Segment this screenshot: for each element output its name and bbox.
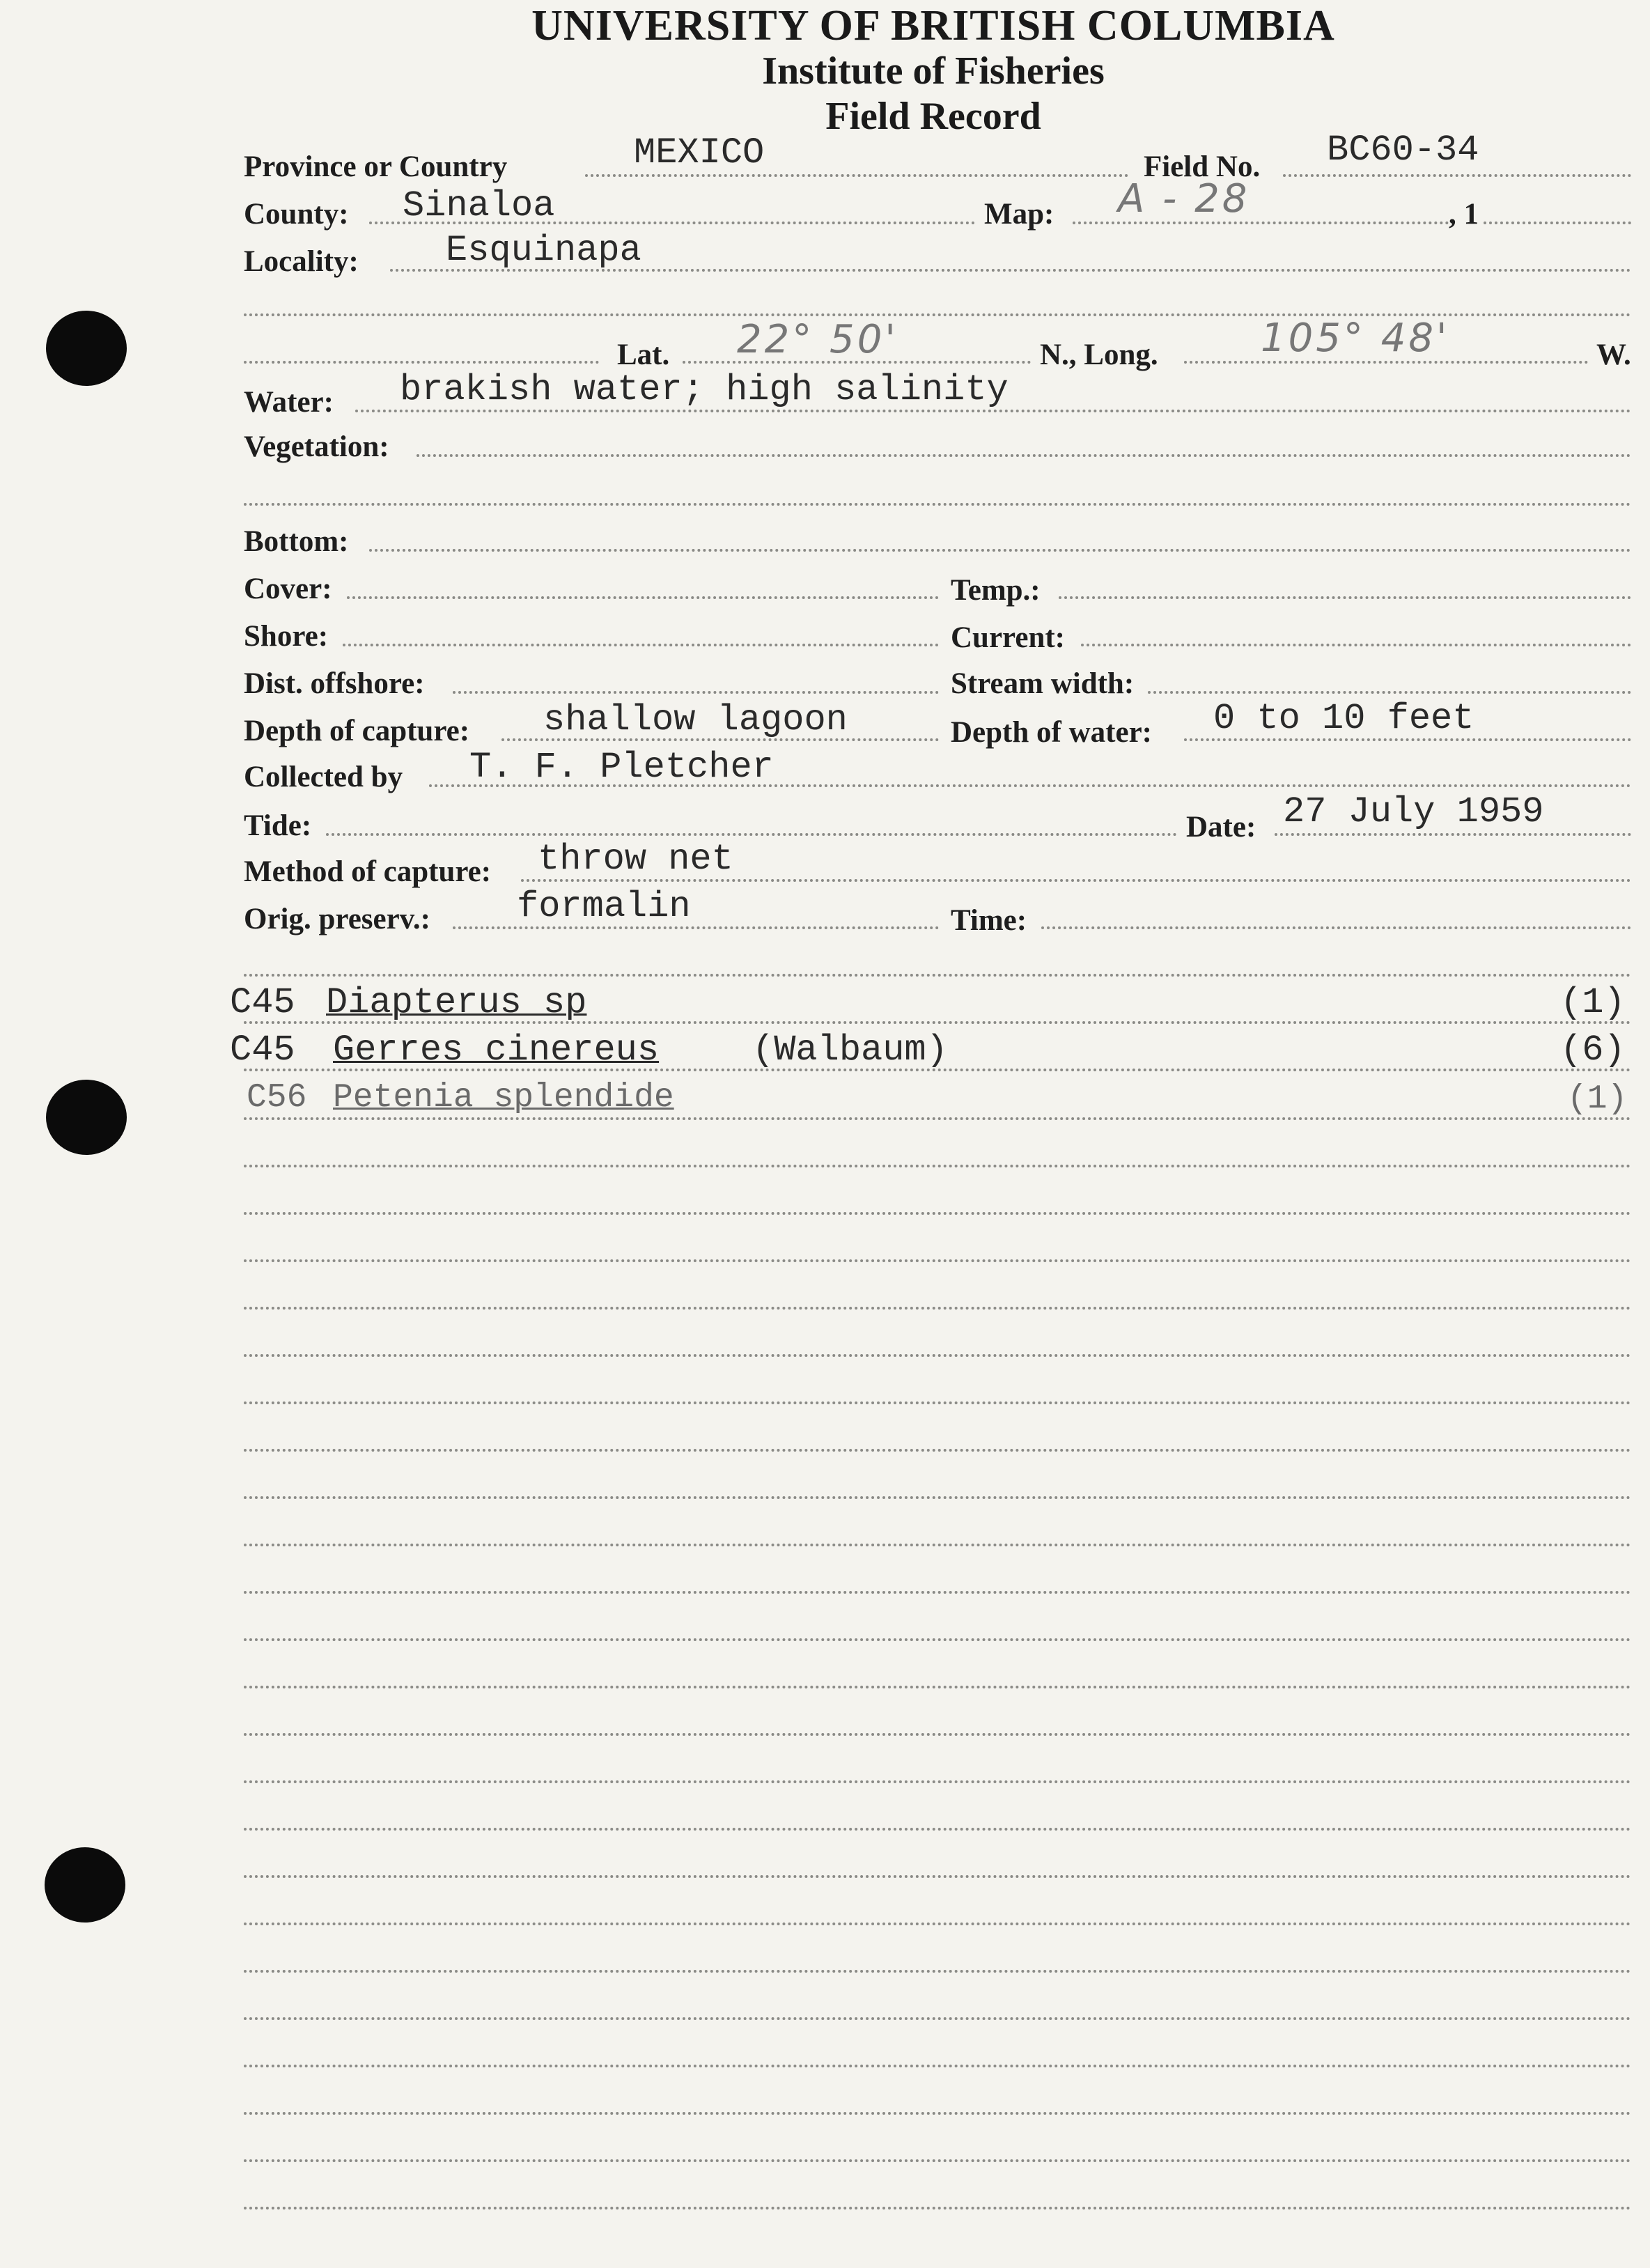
blank-ruled-line [244, 1591, 1631, 1594]
orig-preserv-value: formalin [517, 886, 691, 927]
province-value: MEXICO [634, 132, 765, 173]
institute-title: Institute of Fisheries [762, 49, 1105, 93]
province-line [585, 174, 1128, 177]
catch-species-name: Diapterus sp [326, 982, 587, 1023]
tide-label: Tide: [244, 809, 312, 842]
blank-ruled-line [244, 2207, 1631, 2209]
cover-label: Cover: [244, 573, 332, 605]
punch-hole-bottom [45, 1847, 125, 1923]
map-suffix: , 1 [1449, 198, 1479, 231]
field-no-value: BC60-34 [1327, 130, 1479, 171]
water-label: Water: [244, 386, 334, 419]
blank-ruled-line [244, 1259, 1631, 1262]
blank-ruled-line [244, 1212, 1631, 1215]
punch-hole-top [46, 311, 127, 386]
map-label: Map: [984, 198, 1054, 231]
dist-offshore-line [453, 691, 939, 694]
date-label: Date: [1186, 811, 1256, 844]
depth-water-label: Depth of water: [951, 716, 1152, 749]
blank-ruled-line [244, 1165, 1631, 1167]
lat-label: Lat. [617, 339, 670, 371]
method-value: throw net [538, 839, 733, 880]
punch-hole-middle [46, 1080, 127, 1155]
blank-ruled-line [244, 2159, 1631, 2162]
blank-ruled-line [244, 1307, 1631, 1310]
stream-width-line [1148, 691, 1631, 694]
dist-offshore-label: Dist. offshore: [244, 667, 425, 700]
vegetation-label: Vegetation: [244, 430, 389, 463]
temp-label: Temp.: [951, 574, 1041, 607]
county-label: County: [244, 198, 349, 231]
bottom-label: Bottom: [244, 525, 349, 558]
catch-count: (1) [1560, 982, 1626, 1023]
vegetation-line [417, 454, 1631, 457]
depth-capture-value: shallow lagoon [543, 699, 848, 740]
catch-author: (Walbaum) [752, 1030, 948, 1071]
lat-value: 22° 50' [737, 317, 898, 362]
water-value: brakish water; high salinity [400, 369, 1009, 410]
blank-ruled-line [244, 2112, 1631, 2115]
record-type-title: Field Record [825, 95, 1041, 138]
collected-by-label: Collected by [244, 761, 403, 793]
time-line [1041, 926, 1631, 929]
catch-count: (1) [1567, 1080, 1628, 1118]
cover-line [347, 596, 939, 599]
tide-line [326, 833, 1177, 836]
map-suffix-line [1484, 222, 1631, 224]
blank-ruled-line [244, 1449, 1631, 1452]
depth-water-value: 0 to 10 feet [1213, 698, 1474, 739]
blank-ruled-line [244, 1354, 1631, 1357]
depth-capture-label: Depth of capture: [244, 715, 470, 747]
map-line [1073, 222, 1449, 224]
blank-ruled-line [244, 1638, 1631, 1641]
blank-ruled-line [244, 1875, 1631, 1878]
lat-prefix-line [244, 361, 599, 364]
method-label: Method of capture: [244, 855, 492, 888]
time-label: Time: [951, 904, 1027, 937]
catch-count: (6) [1560, 1030, 1626, 1071]
blank-ruled-line [244, 1970, 1631, 1973]
temp-line [1059, 596, 1631, 599]
blank-ruled-line [244, 2017, 1631, 2020]
catch-code: C45 [230, 1030, 295, 1071]
catch-separator-line [244, 974, 1631, 977]
map-value: A - 28 [1118, 176, 1250, 222]
bottom-line [369, 549, 1631, 552]
field-no-label: Field No. [1144, 150, 1261, 183]
province-label: Province or Country [244, 150, 508, 183]
blank-ruled-line [244, 1496, 1631, 1499]
catch-line [244, 1069, 1631, 1071]
current-line [1081, 644, 1631, 646]
vegetation-line-2 [244, 503, 1631, 506]
locality-value: Esquinapa [446, 230, 641, 271]
blank-ruled-line [244, 1544, 1631, 1546]
catch-species-name: Gerres cinereus [333, 1030, 660, 1071]
w-label: W. [1596, 339, 1631, 371]
n-long-label: N., Long. [1040, 339, 1158, 371]
current-label: Current: [951, 621, 1066, 654]
shore-line [343, 644, 939, 646]
blank-ruled-line [244, 2065, 1631, 2067]
orig-preserv-label: Orig. preserv.: [244, 903, 430, 935]
field-no-line [1283, 174, 1631, 177]
collected-by-value: T. F. Pletcher [469, 747, 774, 788]
county-value: Sinaloa [403, 185, 555, 226]
date-line [1275, 833, 1631, 836]
blank-ruled-line [244, 1117, 1631, 1120]
blank-ruled-line [244, 1780, 1631, 1783]
blank-ruled-line [244, 1733, 1631, 1736]
long-line [1184, 361, 1588, 364]
long-value: 105° 48' [1261, 316, 1450, 361]
catch-code: C45 [230, 982, 295, 1023]
blank-ruled-line [244, 1686, 1631, 1688]
catch-line [244, 1021, 1631, 1024]
catch-code: C56 [247, 1079, 307, 1117]
date-value: 27 July 1959 [1283, 791, 1544, 832]
shore-label: Shore: [244, 620, 329, 653]
university-title: UNIVERSITY OF BRITISH COLUMBIA [531, 2, 1335, 49]
blank-ruled-line [244, 1923, 1631, 1925]
stream-width-label: Stream width: [951, 667, 1135, 700]
blank-ruled-line [244, 1828, 1631, 1831]
catch-species-name: Petenia splendide [333, 1079, 674, 1117]
locality-label: Locality: [244, 245, 359, 278]
blank-ruled-line [244, 1401, 1631, 1404]
